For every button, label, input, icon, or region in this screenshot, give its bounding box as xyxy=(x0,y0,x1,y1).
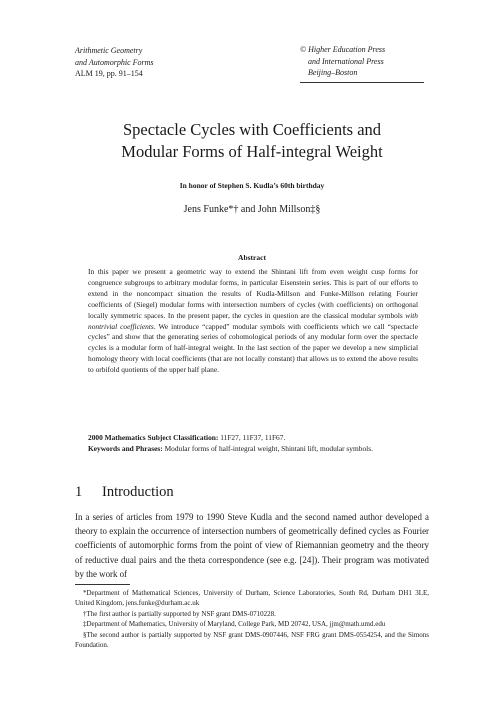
section-title: Introduction xyxy=(102,484,174,500)
series-info xyxy=(75,45,154,80)
authors: Jens Funke*† and John Millson‡§ xyxy=(183,204,321,215)
classification-block xyxy=(88,433,418,455)
paper-title-line2: Modular Forms of Half-integral Weight xyxy=(121,142,383,161)
msc-value: 11F27, 11F37, 11F67. xyxy=(218,433,286,442)
abstract-heading: Abstract xyxy=(238,253,266,262)
paper-title xyxy=(50,119,454,163)
dedication: In honor of Stephen S. Kudla’s 60th birthday xyxy=(179,181,325,190)
keywords-line xyxy=(88,444,418,455)
footnote-rule xyxy=(75,584,130,585)
publisher-line3: Beijing–Boston xyxy=(308,68,358,77)
paper-title-line1: Spectacle Cycles with Coefficients and xyxy=(122,120,382,139)
abstract-body xyxy=(88,267,418,376)
publisher-underline xyxy=(300,82,424,83)
keywords-value: Modular forms of half-integral weight, Shintani lift, modular symbols. xyxy=(162,443,373,453)
msc-line xyxy=(88,433,418,444)
msc-label: 2000 Mathematics Subject Classification: xyxy=(88,433,219,442)
footnote-2: †The first author is partially supported by NSF grant DMS-0710228. xyxy=(83,609,276,618)
footnote-3: ‡Department of Mathematics, University of Maryland, College Park, MD 20742, USA, jjm@math.umd.edu xyxy=(83,620,386,629)
footnote-4: §The second author is partially supported by NSF grant DMS-0907446, NSF FRG grant DMS-0554254, and the Simons Foundation. xyxy=(75,630,429,650)
publisher-line1: © Higher Education Press xyxy=(300,45,386,54)
abstract-emphasis: with nontrivial coefficients xyxy=(88,310,418,331)
section-body: In a series of articles from 1979 to 1990 Steve Kudla and the second named author developed a theory to explain the occurrence of intersection numbers of geometrically defined cycles as Fourier coefficients of automorphic forms from the point of view of Riemannian geometry and the theory of reductive dual pairs and the theta correspondence (see e.g. [24]). Their program was motivated by the work of xyxy=(75,512,429,579)
section-heading xyxy=(75,484,174,501)
keywords-label: Keywords and Phrases: xyxy=(88,443,163,453)
abstract-text-part1: In this paper we present a geometric way to extend the Shintani lift from even weight cusp forms for congruence subgroups to arbitrary modular forms, in particular Eisenstein series. This is part of our efforts to extend in the noncompact situation the results of Kudla-Millson and Funke-Millson relating Fourier coefficients of (Siegel) modular forms with intersection numbers of cycles (with coefficients) on orthogonal locally symmetric spaces. In the present paper, the cycles in question are the classical modular symbols xyxy=(88,267,418,320)
footnote-1: *Department of Mathematical Sciences, University of Durham, Science Laboratories, South Rd, Durham DH1 3LE, United Kingdom, jens.funke@durham.ac.uk xyxy=(75,589,429,608)
section-number: 1 xyxy=(75,484,83,500)
footnotes xyxy=(75,588,429,650)
publisher-line2: and International Press xyxy=(308,56,384,66)
series-title-line1: Arithmetic Geometry xyxy=(75,46,143,55)
series-volume-pages: ALM 19, pp. 91–154 xyxy=(75,69,143,78)
publisher-info xyxy=(300,44,385,79)
abstract-text-part2: . We introduce “capped” modular symbols with coefficients which we call “spectacle cycles” and show that the generating series of cohomological periods of any modular form over the spectacle cycles is a modular form of half-integral weight. In the last section of the paper we develop a new simplicial homology theory with local coefficients (that are not locally constant) that allows us to extend the above results to orbifold quotients of the upper half plane. xyxy=(88,321,418,375)
series-title-line2: and Automorphic Forms xyxy=(75,57,154,67)
